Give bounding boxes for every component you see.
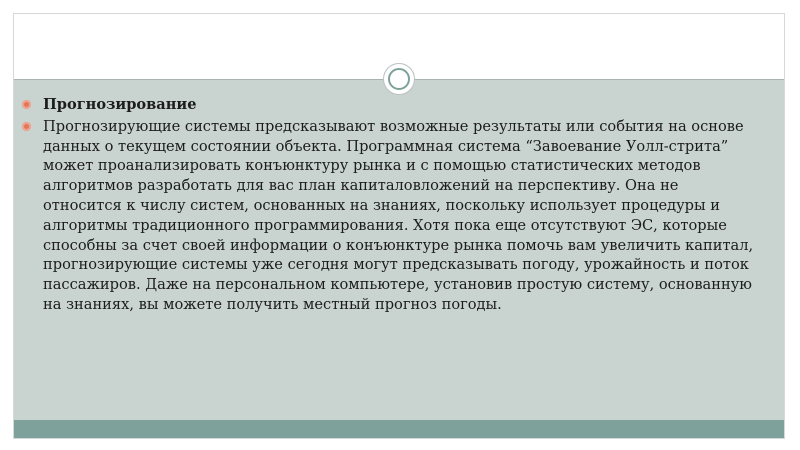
circle-bullet-icon [22, 100, 31, 109]
ring-ornament-icon [383, 63, 415, 95]
bullet-item [22, 95, 757, 115]
bullet-paragraph: Прогнозирующие системы предсказывают возможные результаты или события на основе данных о текущем состоянии объекта. Программная система “Завоевание Уолл-стрита” может проанализировать конъюнктуру рынка и с помощью статистических методов алгоритмов разработать для вас план капиталовложений на перспективу. Она не относится к числу систем, основанных на знаниях, поскольку использует процедуры и алгоритмы традиционного программирования. Хотя пока еще отсутствуют ЭС, которые способны за счет своей информации о конъюнктуре рынка помочь вам увеличить капитал, прогнозирующие системы уже сегодня могут предсказывать погоду, урожайность и поток пассажиров. Даже на персональном компьютере, установив простую систему, основанную на знаниях, вы можете получить местный прогноз погоды. [43, 117, 754, 313]
slide-body-text [22, 95, 757, 317]
bullet-item [22, 117, 757, 315]
circle-bullet-icon [22, 122, 31, 131]
bullet-heading: Прогнозирование [43, 96, 197, 113]
slide-footer-band [14, 420, 784, 438]
ring-ornament-inner [388, 68, 410, 90]
